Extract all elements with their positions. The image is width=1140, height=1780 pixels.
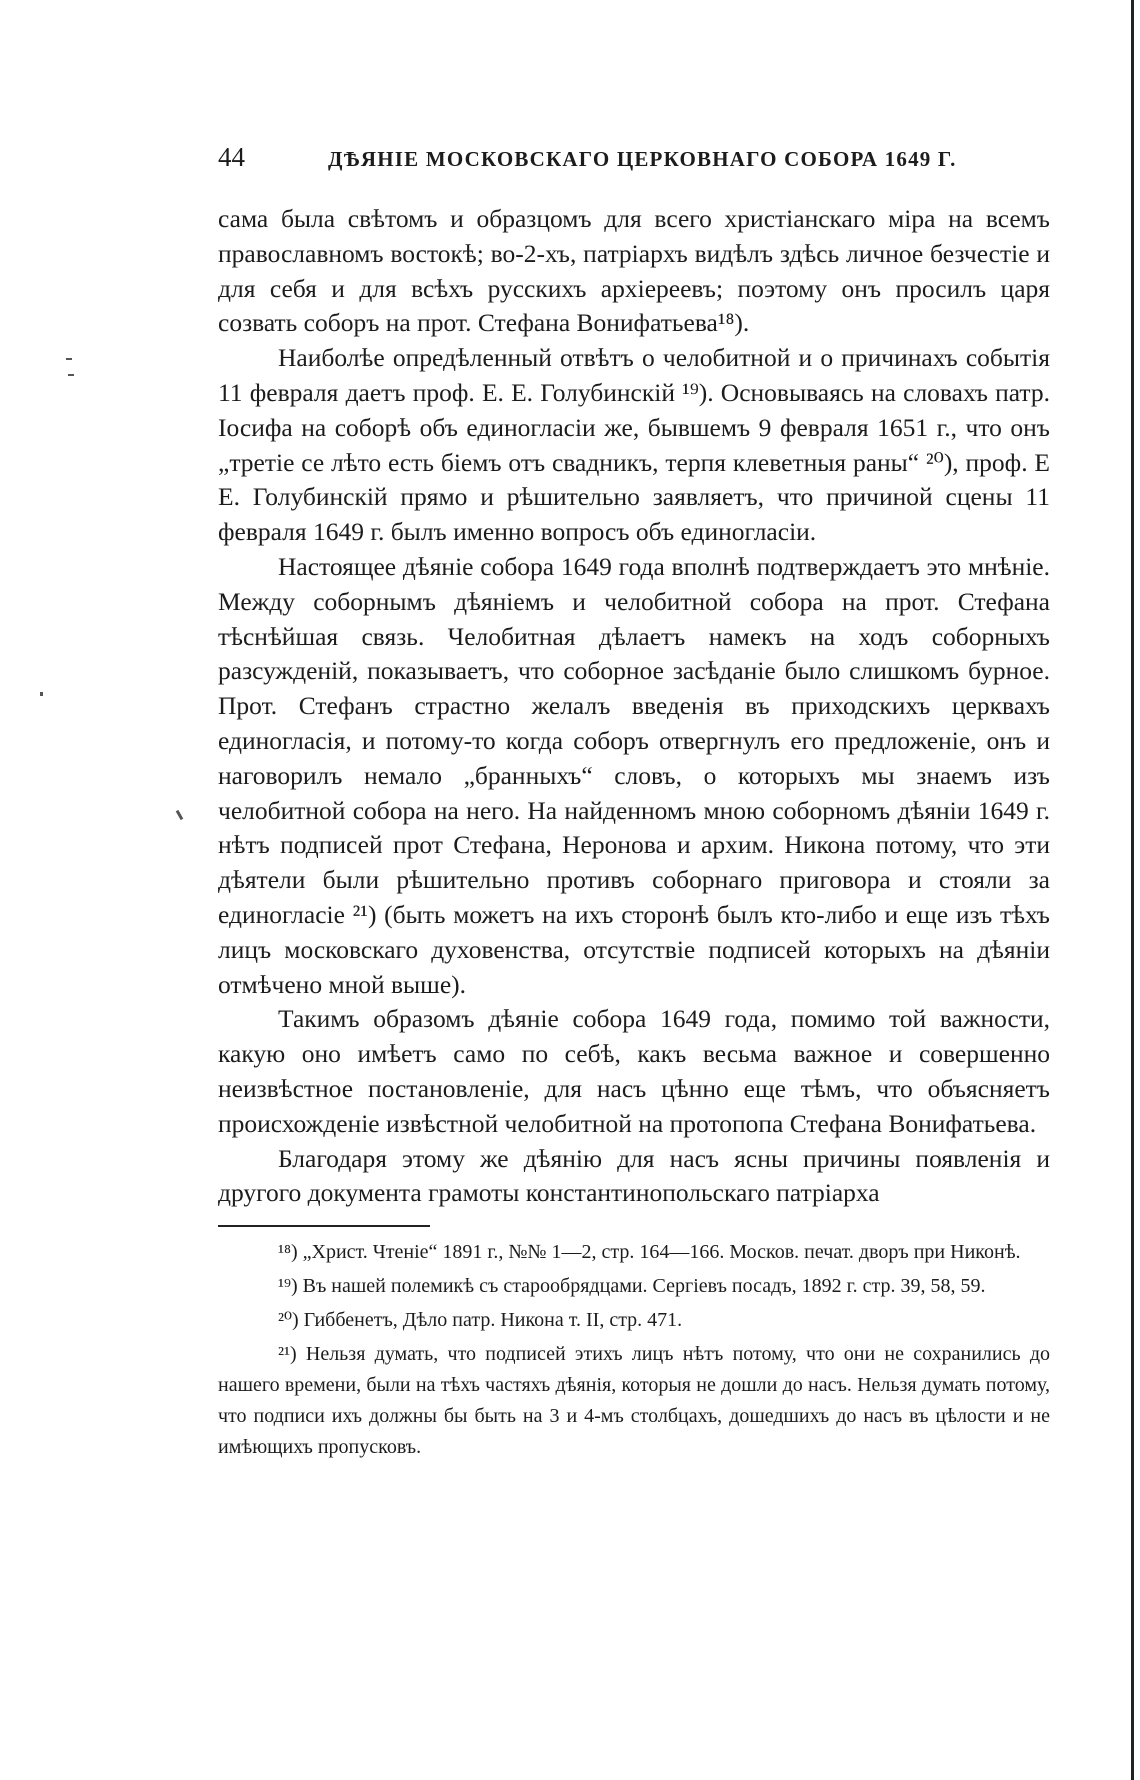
margin-mark [66, 358, 72, 360]
paragraph-3: Настоящее дѣяніе собора 1649 года вполнѣ подтверждаетъ это мнѣніе. Между соборнымъ дѣяніемъ и челобитной собора на прот. Стефана тѣснѣйшая связь. Челобитная дѣлаетъ намекъ на ходъ соборныхъ разсужденій, показываетъ, что соборное засѣданіе было слишкомъ бурное. Прот. Стефанъ страстно желалъ введенія въ приходскихъ церквахъ единогласія, и потому-то когда соборъ отвергнулъ его предложеніе, онъ и наговорилъ немало „бранныхъ“ словъ, о которыхъ мы знаемъ изъ челобитной собора на него. На найденномъ мною соборномъ дѣяніи 1649 г. нѣтъ подписей прот Стефана, Неронова и архим. Никона потому, что эти дѣятели были рѣшительно противъ соборнаго приговора и стояли за единогласіе ²¹) (быть можетъ на ихъ сторонѣ былъ кто-либо и еще изъ тѣхъ лицъ московскаго духовенства, отсутствіе подписей которыхъ на дѣяніи отмѣчено мной выше). [218, 551, 1050, 999]
main-text [218, 202, 1050, 1211]
margin-mark [68, 374, 74, 376]
paragraph-4: Такимъ образомъ дѣяніе собора 1649 года, помимо той важности, какую оно имѣетъ само по себѣ, какъ весьма важное и совершенно неизвѣстное постановленіе, для насъ цѣнно еще тѣмъ, что объясняетъ происхожденіе извѣстной челобитной на протопопа Стефана Вонифатьева. [218, 1004, 1050, 1138]
running-title: ДѢЯНІЕ МОСКОВСКАГО ЦЕРКОВНАГО СОБОРА 1649 Г. [328, 147, 957, 171]
book-page [218, 142, 1050, 1466]
footnote-19: ¹⁹) Въ нашей полемикѣ съ старообрядцами. Сергіевъ посадъ, 1892 г. стр. 39, 58, 59. [278, 1275, 986, 1298]
footnote-20: ²⁰) Гиббенетъ, Дѣло патр. Никона т. II, стр. 471. [278, 1309, 683, 1332]
footnote-21: ²¹) Нельзя думать, что подписей этихъ лицъ нѣтъ потому, что они не сохранились до нашего времени, были на тѣхъ частяхъ дѣянія, которыя не дошли до насъ. Нельзя думать потому, что подписи ихъ должны бы быть на 3 и 4-мъ столбцахъ, дошедшихъ до насъ въ цѣлости и не имѣющихъ пропусковъ. [218, 1343, 1050, 1459]
margin-mark [176, 810, 184, 820]
paragraph-5: Благодаря этому же дѣянію для насъ ясны причины появленія и другого документа грамоты константинопольскаго патріарха [218, 1143, 1050, 1208]
footnote-18: ¹⁸) „Христ. Чтеніе“ 1891 г., №№ 1—2, стр. 164—166. Москов. печат. дворъ при Никонѣ. [278, 1241, 1021, 1264]
page-edge-line [1131, 0, 1134, 1780]
footnotes [218, 1237, 1050, 1463]
paragraph-2: Наиболѣе опредѣленный отвѣтъ о челобитной и о причинахъ событія 11 февраля даетъ проф. Е. Е. Голубинскій ¹⁹). Основываясь на словахъ патр. Іосифа на соборѣ объ единогласіи же, бывшемъ 9 февраля 1651 г., что онъ „третіе се лѣто есть біемъ отъ свадникъ, терпя клеветныя раны“ ²⁰), проф. Е Е. Голубинскій прямо и рѣшительно заявляетъ, что причиной сцены 11 февраля 1649 г. былъ именно вопросъ объ единогласіи. [218, 343, 1050, 547]
margin-mark [40, 692, 43, 696]
footnote-separator [218, 1225, 430, 1227]
page-header [218, 142, 1050, 182]
paragraph-1: сама была свѣтомъ и образцомъ для всего христіанскаго міра на всемъ православномъ востокѣ; во-2-хъ, патріархъ видѣлъ здѣсь личное безчестіе и для себя и для всѣхъ русскихъ архіереевъ; поэтому онъ просилъ царя созвать соборъ на прот. Стефана Вонифатьева¹⁸). [218, 204, 1050, 338]
page-number: 44 [218, 142, 245, 172]
